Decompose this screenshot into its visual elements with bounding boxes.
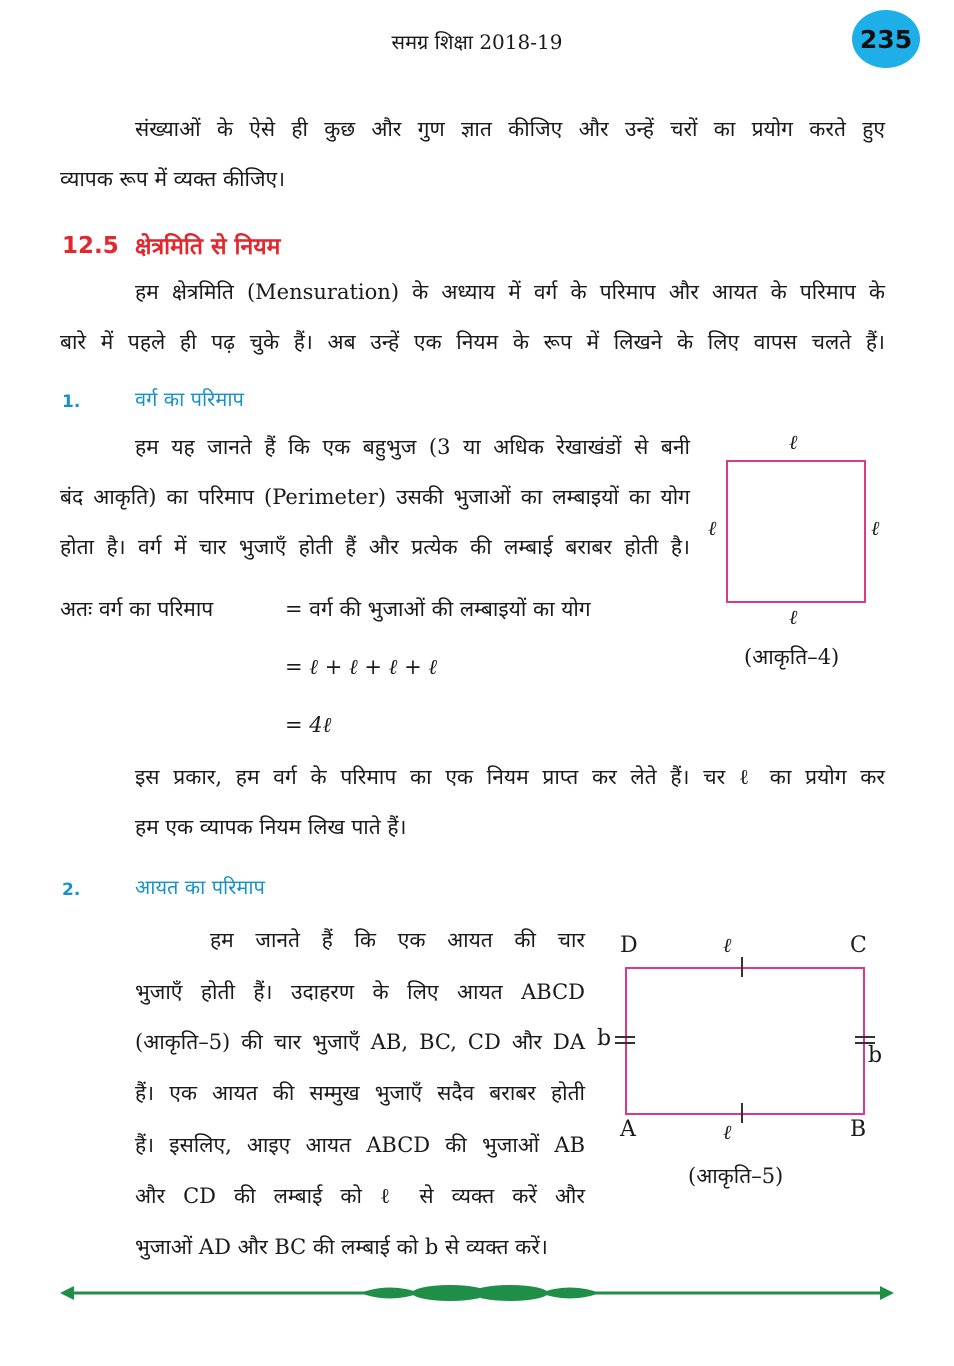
intro-line-1: संख्याओं के ऐसे ही कुछ और गुण ज्ञात कीजिए और उन्हें चरों का प्रयोग करते हुए	[135, 117, 885, 141]
square-left-label: ℓ	[708, 516, 717, 540]
rectangle-figure	[625, 967, 865, 1115]
rect-top-length-label: ℓ	[723, 933, 732, 957]
tick-top	[741, 957, 743, 977]
sub1-after-line-2: हम एक व्यापक नियम लिख पाते हैं।	[135, 815, 407, 839]
square-bottom-label: ℓ	[789, 605, 798, 629]
sub1-after-line-1: इस प्रकार, हम वर्ग के परिमाप का एक नियम प्राप्त कर लेते हैं। चर ℓ का प्रयोग कर	[135, 765, 885, 789]
footer-divider	[60, 1280, 894, 1306]
figure-5-caption: (आकृति–5)	[688, 1164, 784, 1188]
subsection-2-number: 2.	[62, 880, 81, 900]
sub1-line-2: बंद आकृति) का परिमाप (Perimeter) उसकी भुजाओं का लम्बाइयों का योग	[60, 485, 690, 509]
intro-line-2: व्यापक रूप में व्यक्त कीजिए।	[60, 167, 286, 191]
sub2-line-5: हैं। इसलिए, आइए आयत ABCD की भुजाओं AB	[135, 1133, 585, 1157]
sub2-line-2: भुजाएँ होती हैं। उदाहरण के लिए आयत ABCD	[135, 980, 585, 1004]
eq-line-1: = वर्ग की भुजाओं की लम्बाइयों का योग	[285, 597, 591, 621]
sub2-line-7: भुजाओं AD और BC की लम्बाई को b से व्यक्त करें।	[135, 1235, 548, 1259]
page-number-badge: 235	[852, 10, 920, 68]
sub2-line-4: हैं। एक आयत की सम्मुख भुजाएँ सदैव बराबर होती	[135, 1081, 585, 1105]
vertex-d-label: D	[620, 933, 638, 958]
vertex-a-label: A	[620, 1117, 636, 1142]
sub2-line-1: हम जानते हैं कि एक आयत की चार	[210, 928, 585, 952]
tick-right-1	[855, 1036, 875, 1038]
subsection-2-title: आयत का परिमाप	[135, 875, 265, 899]
eq-label: अतः वर्ग का परिमाप	[60, 597, 214, 621]
tick-bottom	[741, 1103, 743, 1123]
tick-left-2	[615, 1042, 635, 1044]
running-head: समग्र शिक्षा 2018-19	[391, 30, 563, 54]
section-number: 12.5	[62, 233, 119, 259]
eq-line-3: = 4ℓ	[285, 713, 332, 737]
sub2-line-6: और CD की लम्बाई को ℓ से व्यक्त करें और	[135, 1184, 585, 1208]
section-title: क्षेत्रमिति से नियम	[135, 234, 281, 260]
rect-right-breadth-label: b	[868, 1043, 883, 1068]
sub2-line-3: (आकृति–5) की चार भुजाएँ AB, BC, CD और DA	[135, 1030, 585, 1054]
eq-line-2: = ℓ + ℓ + ℓ + ℓ	[285, 655, 438, 679]
square-top-label: ℓ	[789, 430, 798, 454]
sub1-line-3: होता है। वर्ग में चार भुजाएँ होती हैं और प्रत्येक की लम्बाई बराबर होती है।	[60, 535, 690, 559]
vertex-c-label: C	[850, 933, 867, 958]
section-para-line-1: हम क्षेत्रमिति (Mensuration) के अध्याय में वर्ग के परिमाप और आयत के परिमाप के	[135, 280, 885, 304]
subsection-1-number: 1.	[62, 392, 81, 412]
tick-left-1	[615, 1036, 635, 1038]
rect-left-breadth-label: b	[597, 1026, 612, 1051]
vertex-b-label: B	[850, 1117, 867, 1142]
section-para-line-2: बारे में पहले ही पढ़ चुके हैं। अब उन्हें एक नियम के रूप में लिखने के लिए वापस चलते हैं।	[60, 330, 885, 354]
subsection-1-title: वर्ग का परिमाप	[135, 387, 244, 411]
sub1-line-1: हम यह जानते हैं कि एक बहुभुज (3 या अधिक रेखाखंडों से बनी	[135, 435, 690, 459]
rect-bottom-length-label: ℓ	[723, 1120, 732, 1144]
square-figure	[726, 460, 866, 603]
square-right-label: ℓ	[871, 516, 880, 540]
figure-4-caption: (आकृति–4)	[744, 645, 840, 669]
